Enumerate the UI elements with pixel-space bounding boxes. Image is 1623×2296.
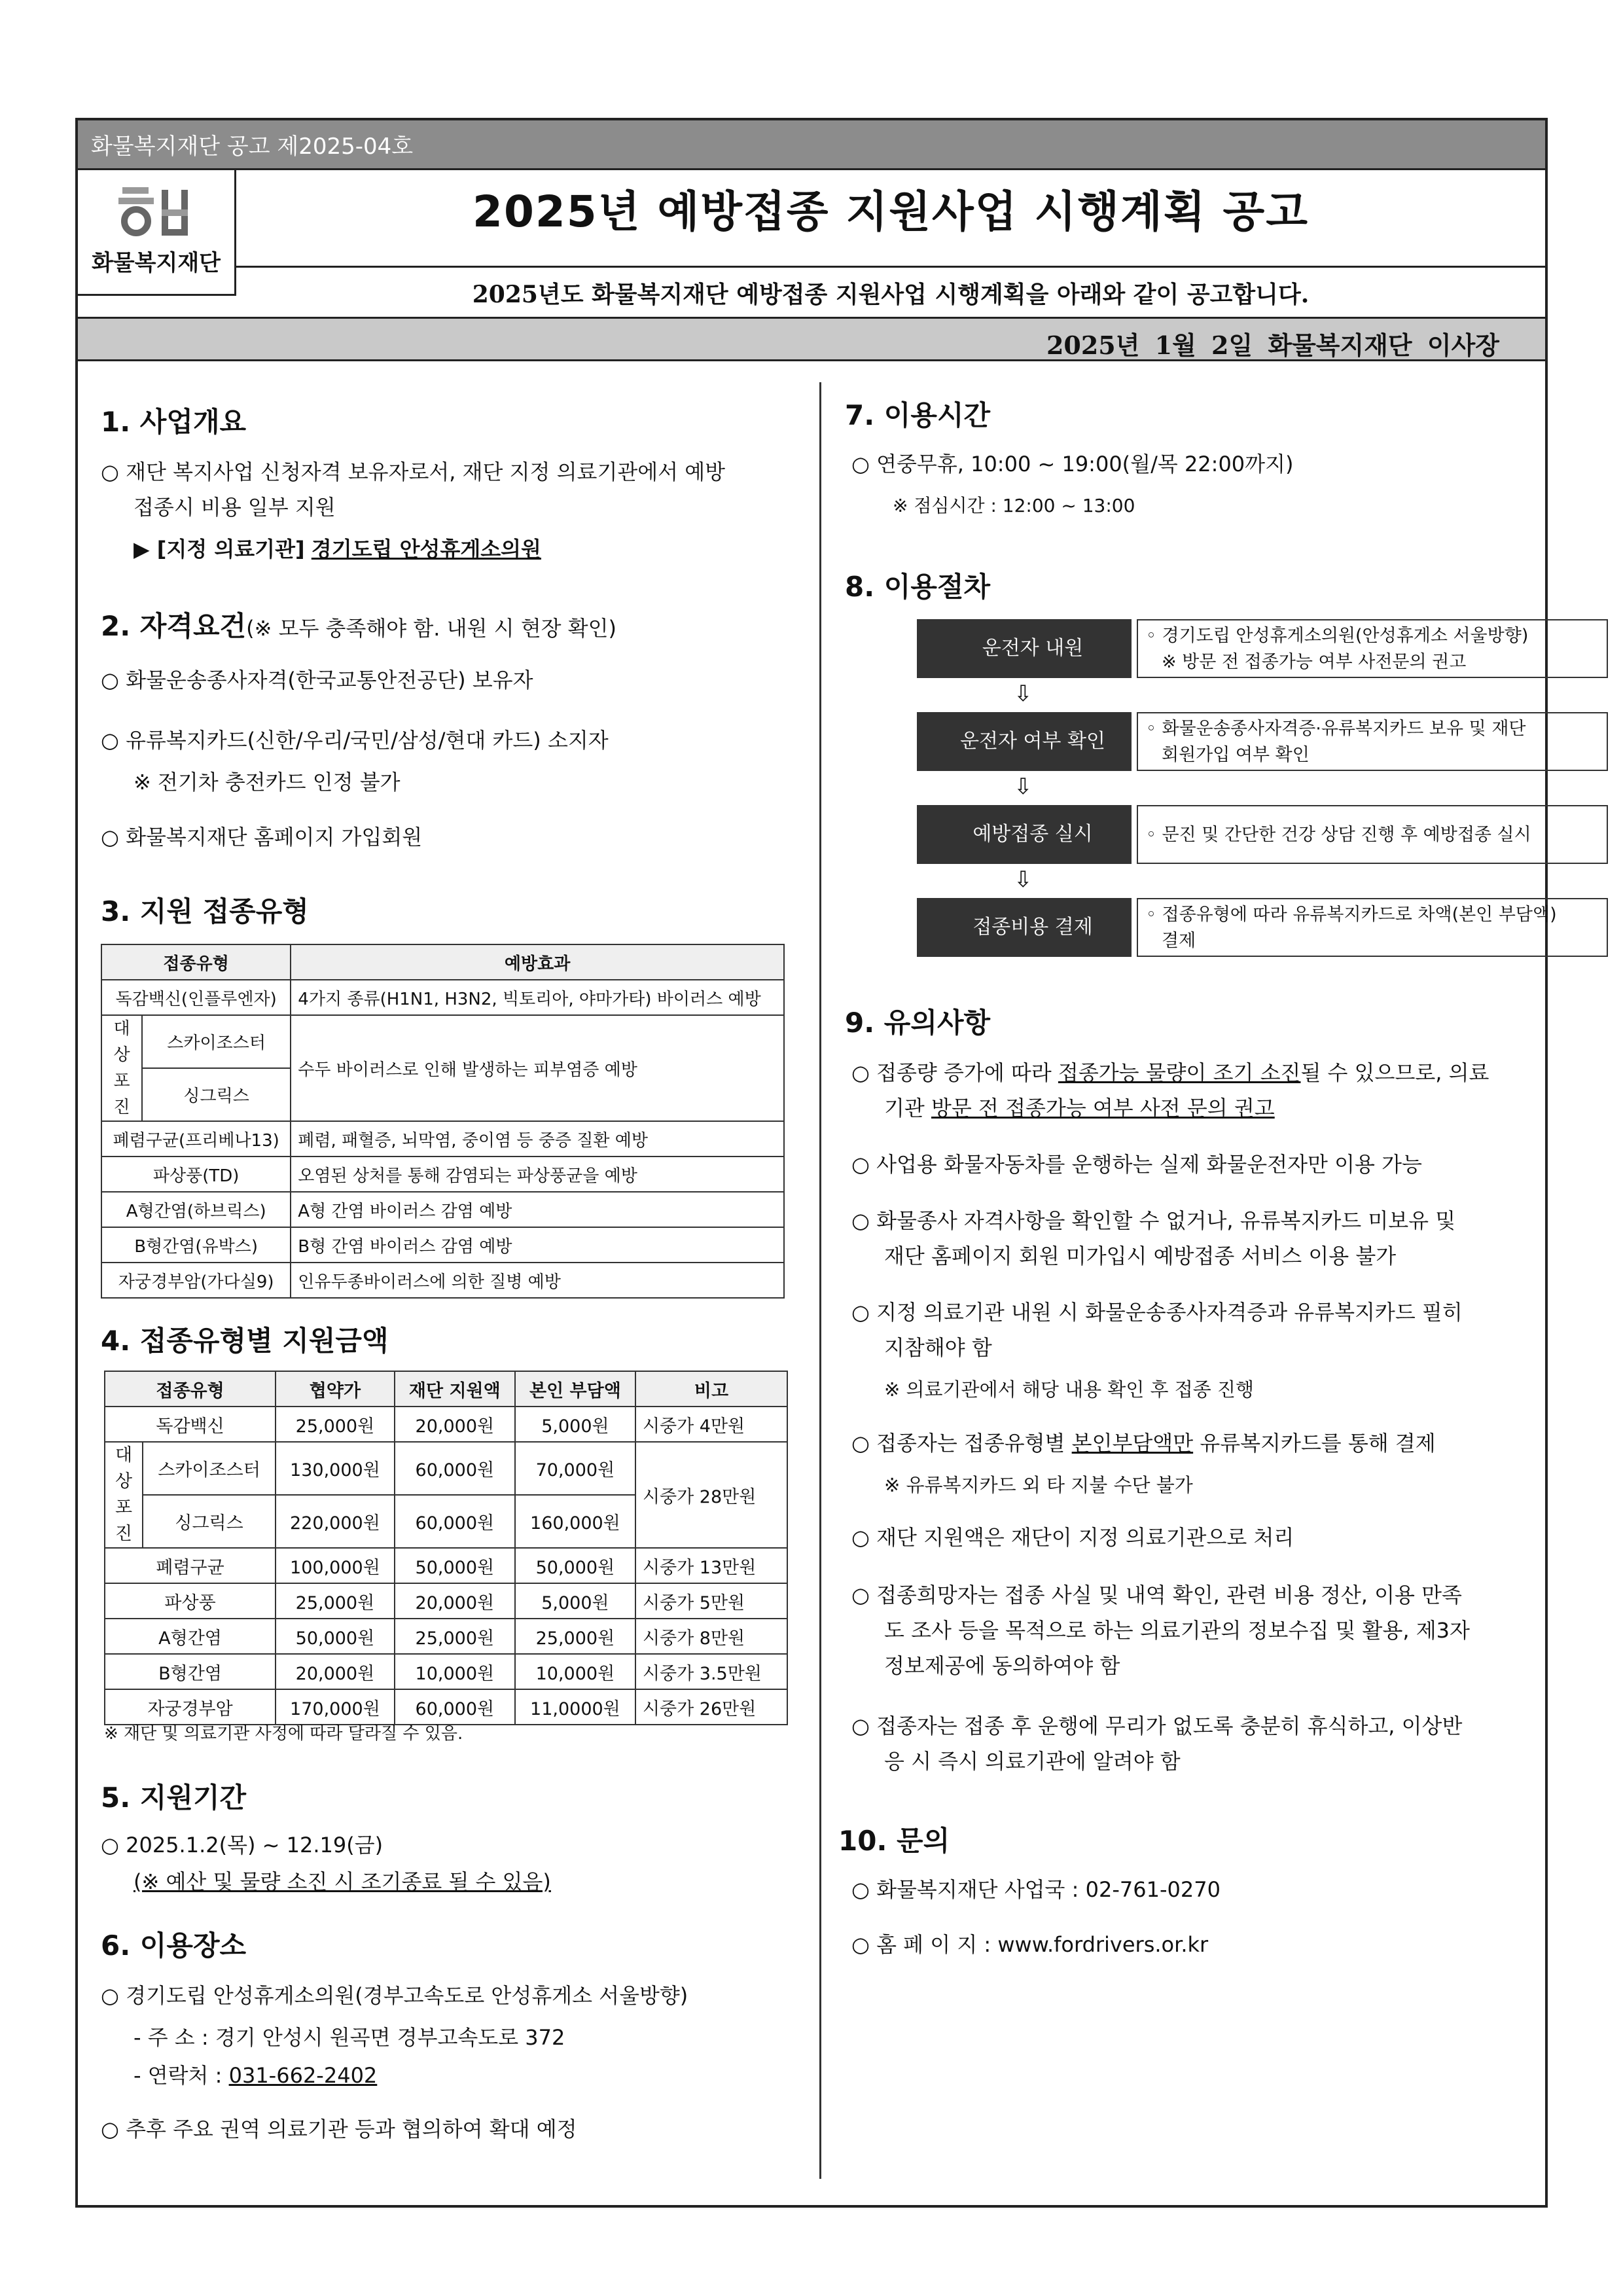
s6-item: ○ 경기도립 안성휴게소의원(경부고속도로 안성휴게소 서울방향) — [101, 1983, 688, 2008]
s1-item-line1: ○ 재단 복지사업 신청자격 보유자로서, 재단 지정 의료기관에서 예방 — [101, 459, 726, 484]
s4-cell: 시중가 26만원 — [635, 1689, 787, 1725]
s4-cell: 시중가 8만원 — [635, 1619, 787, 1654]
s3-effect: 오염된 상처를 통해 감염되는 파상풍균을 예방 — [291, 1157, 784, 1192]
s4-cell: 130,000원 — [276, 1442, 395, 1495]
s10-item2: ○ 홈 페 이 지 : www.fordrivers.or.kr — [851, 1932, 1209, 1957]
s6-tel: 031-662-2402 — [228, 2063, 378, 2088]
table-row — [101, 1227, 784, 1263]
date-bar — [78, 317, 1545, 361]
s2-item2: ○ 유류복지카드(신한/우리/국민/삼성/현대 카드) 소지자 — [101, 728, 609, 753]
s9-item7-line3: 정보제공에 동의하여야 함 — [884, 1653, 1120, 1678]
s4-cell: B형간염 — [105, 1654, 276, 1689]
table-row — [105, 1442, 787, 1495]
s4-cell: 자궁경부암 — [105, 1689, 276, 1725]
s4-cell: 폐렴구균 — [105, 1548, 276, 1583]
s4-cell: 독감백신 — [105, 1407, 276, 1442]
s9-item3-line2: 재단 홈페이지 회원 미가입시 예방접종 서비스 이용 불가 — [884, 1244, 1397, 1268]
step-4-desc — [1137, 898, 1608, 957]
s3-effect: 수두 바이러스로 인해 발생하는 피부염증 예방 — [291, 1015, 784, 1121]
s3-type: 폐렴구균(프리베나13) — [101, 1121, 291, 1157]
s9-item3-line1: ○ 화물종사 자격사항을 확인할 수 없거나, 유류복지카드 미보유 및 — [851, 1208, 1456, 1233]
s6-tel-label: - 연락처 : — [134, 2063, 223, 2088]
s4-cell: 60,000원 — [395, 1495, 515, 1548]
section-3-heading: 3. 지원 접종유형 — [101, 895, 309, 927]
s3-effect: B형 간염 바이러스 감염 예방 — [291, 1227, 784, 1263]
step-1-box — [886, 619, 1132, 678]
down-arrow-icon: ⇩ — [1014, 774, 1033, 800]
s4-cell: 5,000원 — [515, 1583, 635, 1619]
s4-cell: 100,000원 — [276, 1548, 395, 1583]
announcement-bar — [78, 120, 1545, 170]
s4-h-self: 본인 부담액 — [515, 1371, 635, 1407]
s4-note: ※ 재단 및 의료기관 사정에 따라 달라질 수 있음. — [104, 1724, 463, 1744]
step-1-desc — [1137, 619, 1608, 678]
date-signature: 2025년 1월 2일 화물복지재단 이사장 — [1046, 331, 1499, 360]
s3-effect: 인유두종바이러스에 의한 질병 예방 — [291, 1263, 784, 1298]
section-9-heading: 9. 유의사항 — [845, 1007, 991, 1039]
s4-shingles-note: 시중가 28만원 — [635, 1442, 787, 1548]
support-amount-table — [104, 1371, 788, 1725]
s3-type: A형간염(하브릭스) — [101, 1192, 291, 1227]
step-1-number: 1 — [886, 625, 898, 645]
table-row — [101, 1192, 784, 1227]
step-1-desc2: ※ 방문 전 접종가능 여부 사전문의 권고 — [1162, 652, 1467, 672]
s1-designated — [134, 531, 541, 567]
s4-cell: 25,000원 — [276, 1407, 395, 1442]
s3-col-type: 접종유형 — [101, 944, 291, 980]
announcement-number: 화물복지재단 공고 제2025-04호 — [91, 134, 414, 160]
s3-type: 독감백신(인플루엔자) — [101, 980, 291, 1015]
step-3-desc — [1137, 805, 1608, 864]
s2-item1: ○ 화물운송종사자격(한국교통안전공단) 보유자 — [101, 668, 533, 692]
column-divider — [819, 382, 821, 2179]
s4-cell: 10,000원 — [395, 1654, 515, 1689]
table-row — [105, 1619, 787, 1654]
s3-effect: 폐렴, 패혈증, 뇌막염, 중이염 등 중증 질환 예방 — [291, 1121, 784, 1157]
table-row — [101, 980, 784, 1015]
section-2-heading-row — [101, 609, 616, 646]
s4-h-note: 비고 — [635, 1371, 787, 1407]
s9-item6: ○ 재단 지원액은 재단이 지정 의료기관으로 처리 — [851, 1525, 1294, 1550]
section-6-heading: 6. 이용장소 — [101, 1929, 247, 1962]
s3-type: 파상풍(TD) — [101, 1157, 291, 1192]
s3-col-effect: 예방효과 — [291, 944, 784, 980]
s3-shingles-group: 대상포진 — [101, 1015, 142, 1121]
step-2-desc — [1137, 712, 1608, 771]
s2-note: (※ 모두 충족해야 함. 내원 시 현장 확인) — [246, 616, 617, 641]
table-row — [105, 1548, 787, 1583]
step-4-desc1: ◦ 접종유형에 따라 유류복지카드로 차액(본인 부담액) — [1146, 905, 1557, 925]
s4-cell: 싱그릭스 — [143, 1495, 276, 1548]
s4-cell: 시중가 4만원 — [635, 1407, 787, 1442]
s5-note: (※ 예산 및 물량 소진 시 조기종료 될 수 있음) — [134, 1869, 551, 1894]
s4-cell: 시중가 5만원 — [635, 1583, 787, 1619]
s4-cell: 파상풍 — [105, 1583, 276, 1619]
table-row — [105, 1654, 787, 1689]
s9-item5-note: ※ 유류복지카드 외 타 지불 수단 불가 — [884, 1474, 1193, 1496]
s4-cell: 25,000원 — [395, 1619, 515, 1654]
s4-cell: 170,000원 — [276, 1689, 395, 1725]
s9-item1-line2 — [884, 1090, 1275, 1126]
s6-item2: ○ 추후 주요 권역 의료기관 등과 협의하여 확대 예정 — [101, 2117, 577, 2142]
s6-address: - 주 소 : 경기 안성시 원곡면 경부고속도로 372 — [134, 2025, 565, 2050]
step-2-number: 2 — [903, 718, 915, 738]
s2-item3: ○ 화물복지재단 홈페이지 가입회원 — [101, 825, 423, 850]
s1-designated-value: 경기도립 안성휴게소의원 — [311, 537, 541, 562]
step-3-box — [897, 805, 1132, 864]
s4-cell: 25,000원 — [276, 1583, 395, 1619]
s4-cell: 20,000원 — [395, 1583, 515, 1619]
step-3-number: 3 — [897, 811, 908, 831]
section-10-heading: 10. 문의 — [838, 1825, 950, 1857]
s9-i1a: ○ 접종량 증가에 따라 — [851, 1060, 1052, 1085]
s3-effect: 4가지 종류(H1N1, H3N2, 빅토리아, 야마가타) 바이러스 예방 — [291, 980, 784, 1015]
s4-cell: 11,0000원 — [515, 1689, 635, 1725]
s7-item: ○ 연중무휴, 10:00 ~ 19:00(월/목 22:00까지) — [851, 452, 1294, 476]
step-4-label: 접종비용 결제 — [972, 916, 1093, 939]
s1-item-line2: 접종시 비용 일부 지원 — [134, 495, 336, 520]
s9-i5b: 본인부담액만 — [1071, 1431, 1194, 1456]
s9-i5c: 유류복지카드를 통해 결제 — [1200, 1431, 1436, 1456]
s9-item7-line1: ○ 접종희망자는 접종 사실 및 내역 확인, 관련 비용 정산, 이용 만족 — [851, 1583, 1462, 1607]
s4-h-type: 접종유형 — [105, 1371, 276, 1407]
s4-cell: A형간염 — [105, 1619, 276, 1654]
step-2-desc2: 회원가입 여부 확인 — [1162, 745, 1310, 765]
s9-i1d: 기관 — [884, 1096, 925, 1121]
s4-cell: 25,000원 — [515, 1619, 635, 1654]
table-row — [105, 1407, 787, 1442]
s4-cell: 시중가 13만원 — [635, 1548, 787, 1583]
logo-text: 화물복지재단 — [91, 250, 221, 276]
section-1-heading: 1. 사업개요 — [101, 406, 247, 438]
s4-cell: 70,000원 — [515, 1442, 635, 1495]
s4-cell: 60,000원 — [395, 1442, 515, 1495]
s9-item4-note: ※ 의료기관에서 해당 내용 확인 후 접종 진행 — [884, 1378, 1255, 1401]
s4-cell: 스카이조스터 — [143, 1442, 276, 1495]
s9-item4-line1: ○ 지정 의료기관 내원 시 화물운송종사자격증과 유류복지카드 필히 — [851, 1300, 1463, 1325]
step-4-box — [897, 898, 1132, 957]
s7-note: ※ 점심시간 : 12:00 ~ 13:00 — [893, 495, 1135, 516]
vaccine-type-table — [101, 944, 785, 1299]
s4-cell: 10,000원 — [515, 1654, 635, 1689]
s4-cell: 시중가 3.5만원 — [635, 1654, 787, 1689]
logo-box — [78, 170, 236, 296]
table-row — [101, 1263, 784, 1298]
down-arrow-icon: ⇩ — [1014, 681, 1033, 707]
page-title: 2025년 예방접종 지원사업 시행계획 공고 — [473, 187, 1309, 237]
s9-i1e: 방문 전 접종가능 여부 사전 문의 권고 — [931, 1096, 1275, 1121]
section-7-heading: 7. 이용시간 — [845, 399, 991, 431]
section-2-heading: 2. 자격요건 — [101, 610, 247, 642]
document-frame — [75, 118, 1557, 2208]
s3-type: 자궁경부암(가다실9) — [101, 1263, 291, 1298]
step-1-desc1: ◦ 경기도립 안성휴게소의원(안성휴게소 서울방향) — [1146, 626, 1529, 646]
s9-item7-line2: 도 조사 등을 목적으로 하는 의료기관의 정보수집 및 활용, 제3자 — [884, 1618, 1470, 1643]
down-arrow-icon: ⇩ — [1014, 867, 1033, 893]
section-8-heading: 8. 이용절차 — [845, 571, 991, 603]
step-2-box — [903, 712, 1132, 771]
s3-type: 싱그릭스 — [142, 1068, 291, 1121]
s4-h-price: 협약가 — [276, 1371, 395, 1407]
table-row — [101, 1157, 784, 1192]
foundation-logo-icon — [116, 183, 194, 242]
s3-type: B형간염(유박스) — [101, 1227, 291, 1263]
s4-h-support: 재단 지원액 — [395, 1371, 515, 1407]
s9-i5a: ○ 접종자는 접종유형별 — [851, 1431, 1065, 1456]
s9-i1c: 될 수 있으므로, 의료 — [1300, 1060, 1489, 1085]
s4-cell: 160,000원 — [515, 1495, 635, 1548]
s4-cell: 50,000원 — [395, 1548, 515, 1583]
table-row — [105, 1583, 787, 1619]
s4-cell: 20,000원 — [395, 1407, 515, 1442]
s9-item5 — [851, 1426, 1436, 1461]
s4-cell: 220,000원 — [276, 1495, 395, 1548]
step-4-number: 4 — [897, 904, 908, 924]
s4-cell: 20,000원 — [276, 1654, 395, 1689]
s9-item4-line2: 지참해야 함 — [884, 1335, 992, 1360]
s9-i1b: 접종가능 물량이 조기 소진 — [1058, 1060, 1301, 1085]
s4-cell: 5,000원 — [515, 1407, 635, 1442]
step-4-desc2: 결제 — [1162, 931, 1196, 951]
subtitle-divider — [236, 266, 1545, 268]
s4-shingles-group: 대상포진 — [105, 1442, 143, 1548]
section-5-heading: 5. 지원기간 — [101, 1782, 247, 1814]
step-1-label: 운전자 내원 — [982, 637, 1084, 660]
step-2-desc1: ◦ 화물운송종사자격증·유류복지카드 보유 및 재단 — [1146, 719, 1526, 739]
s6-tel-row — [134, 2058, 377, 2093]
s3-effect: A형 간염 바이러스 감염 예방 — [291, 1192, 784, 1227]
s10-item1: ○ 화물복지재단 사업국 : 02-761-0270 — [851, 1877, 1221, 1902]
s5-item: ○ 2025.1.2(목) ~ 12.19(금) — [101, 1833, 383, 1857]
s9-item8-line2: 응 시 즉시 의료기관에 알려야 함 — [884, 1749, 1181, 1774]
table-row — [101, 1015, 784, 1068]
table-row — [101, 1121, 784, 1157]
step-2-label: 운전자 여부 확인 — [960, 730, 1106, 753]
s4-cell: 60,000원 — [395, 1689, 515, 1725]
subtitle: 2025년도 화물복지재단 예방접종 지원사업 시행계획을 아래와 같이 공고합니다. — [472, 281, 1310, 308]
s4-cell: 50,000원 — [276, 1619, 395, 1654]
s1-designated-label: ▶ [지정 의료기관] — [134, 537, 305, 562]
step-3-desc1: ◦ 문진 및 간단한 건강 상담 진행 후 예방접종 실시 — [1146, 825, 1531, 845]
s9-item2: ○ 사업용 화물자동차를 운행하는 실제 화물운전자만 이용 가능 — [851, 1152, 1422, 1177]
s4-cell: 50,000원 — [515, 1548, 635, 1583]
s9-item1-line1 — [851, 1055, 1489, 1090]
s9-item8-line1: ○ 접종자는 접종 후 운행에 무리가 없도록 충분히 휴식하고, 이상반 — [851, 1713, 1463, 1738]
step-3-label: 예방접종 실시 — [972, 823, 1093, 846]
section-4-heading: 4. 접종유형별 지원금액 — [101, 1325, 389, 1357]
s2-item2-note: ※ 전기차 충전카드 인정 불가 — [134, 770, 401, 795]
s3-type: 스카이조스터 — [142, 1015, 291, 1068]
